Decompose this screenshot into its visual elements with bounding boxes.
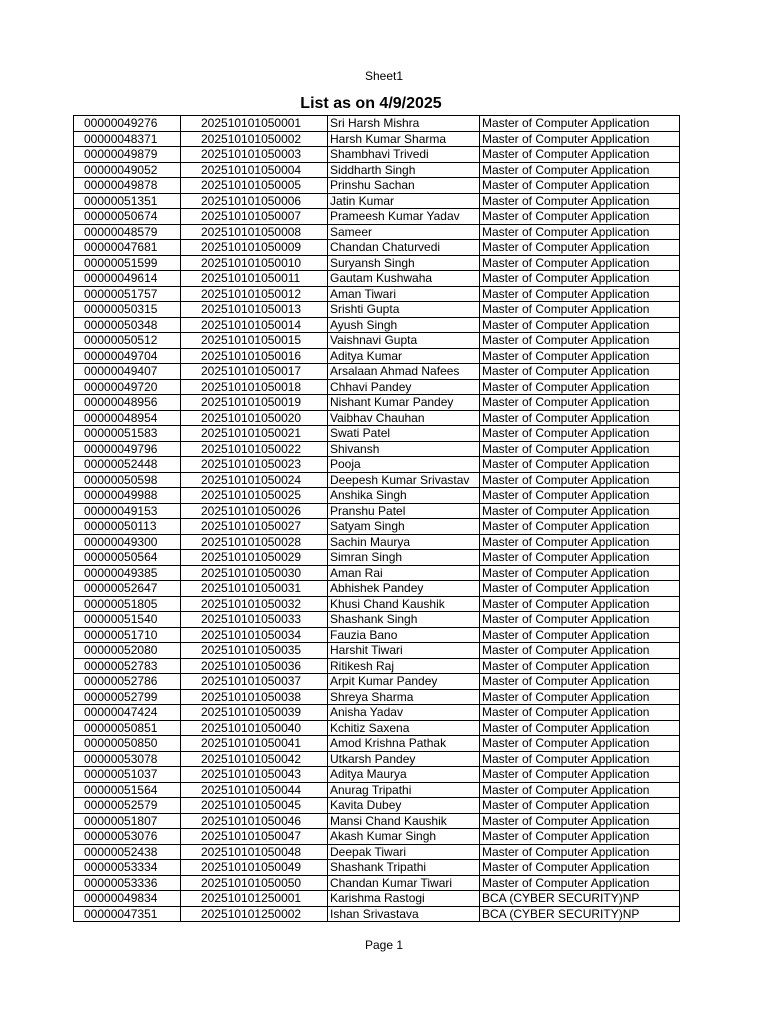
roll-number-cell: 202510101050008 [181, 224, 328, 240]
course-cell: Master of Computer Application [480, 798, 680, 814]
roll-number-cell: 202510101050050 [181, 875, 328, 891]
student-name-cell: Harshit Tiwari [328, 643, 480, 659]
enrollment-cell: 00000047681 [74, 240, 181, 256]
enrollment-cell: 00000051710 [74, 627, 181, 643]
enrollment-cell: 00000049879 [74, 147, 181, 163]
enrollment-cell: 00000050851 [74, 720, 181, 736]
enrollment-cell: 00000048579 [74, 224, 181, 240]
student-name-cell: Aditya Kumar [328, 348, 480, 364]
course-cell: Master of Computer Application [480, 271, 680, 287]
enrollment-cell: 00000051805 [74, 596, 181, 612]
enrollment-cell: 00000050850 [74, 736, 181, 752]
roll-number-cell: 202510101050027 [181, 519, 328, 535]
student-name-cell: Ayush Singh [328, 317, 480, 333]
course-cell: Master of Computer Application [480, 116, 680, 132]
course-cell: Master of Computer Application [480, 240, 680, 256]
enrollment-cell: 00000049300 [74, 534, 181, 550]
roll-number-cell: 202510101050030 [181, 565, 328, 581]
enrollment-cell: 00000049385 [74, 565, 181, 581]
roll-number-cell: 202510101050003 [181, 147, 328, 163]
table-row [74, 209, 680, 225]
course-cell: Master of Computer Application [480, 379, 680, 395]
course-cell: Master of Computer Application [480, 131, 680, 147]
enrollment-cell: 00000053076 [74, 829, 181, 845]
table-row [74, 364, 680, 380]
course-cell: Master of Computer Application [480, 178, 680, 194]
table-row [74, 162, 680, 178]
roll-number-cell: 202510101250001 [181, 891, 328, 907]
roll-number-cell: 202510101050021 [181, 426, 328, 442]
student-name-cell: Vaishnavi Gupta [328, 333, 480, 349]
course-cell: Master of Computer Application [480, 720, 680, 736]
table-row [74, 333, 680, 349]
enrollment-cell: 00000052438 [74, 844, 181, 860]
roll-number-cell: 202510101050048 [181, 844, 328, 860]
enrollment-cell: 00000052448 [74, 457, 181, 473]
enrollment-cell: 00000050348 [74, 317, 181, 333]
enrollment-cell: 00000051540 [74, 612, 181, 628]
enrollment-cell: 00000053078 [74, 751, 181, 767]
roll-number-cell: 202510101050034 [181, 627, 328, 643]
student-name-cell: Anshika Singh [328, 488, 480, 504]
table-row [74, 348, 680, 364]
student-name-cell: Shivansh [328, 441, 480, 457]
roll-number-cell: 202510101250002 [181, 906, 328, 922]
table-row [74, 224, 680, 240]
student-name-cell: Nishant Kumar Pandey [328, 395, 480, 411]
student-name-cell: Aman Rai [328, 565, 480, 581]
student-name-cell: Anurag Tripathi [328, 782, 480, 798]
course-cell: Master of Computer Application [480, 658, 680, 674]
enrollment-cell: 00000053334 [74, 860, 181, 876]
enrollment-cell: 00000049052 [74, 162, 181, 178]
enrollment-cell: 00000052783 [74, 658, 181, 674]
table-row [74, 131, 680, 147]
enrollment-cell: 00000052647 [74, 581, 181, 597]
roll-number-cell: 202510101050032 [181, 596, 328, 612]
enrollment-cell: 00000049614 [74, 271, 181, 287]
enrollment-cell: 00000051599 [74, 255, 181, 271]
roll-number-cell: 202510101050041 [181, 736, 328, 752]
roll-number-cell: 202510101050049 [181, 860, 328, 876]
course-cell: Master of Computer Application [480, 829, 680, 845]
course-cell: Master of Computer Application [480, 162, 680, 178]
enrollment-cell: 00000051807 [74, 813, 181, 829]
student-name-cell: Sameer [328, 224, 480, 240]
student-name-cell: Amod Krishna Pathak [328, 736, 480, 752]
table-row [74, 302, 680, 318]
roll-number-cell: 202510101050037 [181, 674, 328, 690]
course-cell: Master of Computer Application [480, 782, 680, 798]
course-cell: BCA (CYBER SECURITY)NP [480, 891, 680, 907]
roll-number-cell: 202510101050042 [181, 751, 328, 767]
student-name-cell: Kchitiz Saxena [328, 720, 480, 736]
enrollment-cell: 00000049834 [74, 891, 181, 907]
roll-number-cell: 202510101050044 [181, 782, 328, 798]
course-cell: Master of Computer Application [480, 224, 680, 240]
roll-number-cell: 202510101050005 [181, 178, 328, 194]
student-name-cell: Anisha Yadav [328, 705, 480, 721]
roll-number-cell: 202510101050018 [181, 379, 328, 395]
course-cell: Master of Computer Application [480, 488, 680, 504]
roll-number-cell: 202510101050038 [181, 689, 328, 705]
enrollment-cell: 00000049153 [74, 503, 181, 519]
enrollment-cell: 00000049276 [74, 116, 181, 132]
table-row [74, 658, 680, 674]
enrollment-cell: 00000050564 [74, 550, 181, 566]
student-name-cell: Aman Tiwari [328, 286, 480, 302]
roll-number-cell: 202510101050012 [181, 286, 328, 302]
roll-number-cell: 202510101050024 [181, 472, 328, 488]
student-name-cell: Shashank Tripathi [328, 860, 480, 876]
enrollment-cell: 00000050598 [74, 472, 181, 488]
enrollment-cell: 00000051564 [74, 782, 181, 798]
table-row [74, 906, 680, 922]
course-cell: Master of Computer Application [480, 689, 680, 705]
table-row [74, 488, 680, 504]
roll-number-cell: 202510101050017 [181, 364, 328, 380]
course-cell: Master of Computer Application [480, 193, 680, 209]
enrollment-cell: 00000049704 [74, 348, 181, 364]
student-name-cell: Vaibhav Chauhan [328, 410, 480, 426]
student-name-cell: Ishan Srivastava [328, 906, 480, 922]
roll-number-cell: 202510101050025 [181, 488, 328, 504]
student-name-cell: Kavita Dubey [328, 798, 480, 814]
course-cell: Master of Computer Application [480, 364, 680, 380]
student-name-cell: Sri Harsh Mishra [328, 116, 480, 132]
roll-number-cell: 202510101050020 [181, 410, 328, 426]
table-row [74, 751, 680, 767]
table-row [74, 550, 680, 566]
roll-number-cell: 202510101050046 [181, 813, 328, 829]
page-title: List as on 4/9/2025 [300, 95, 442, 112]
student-name-cell: Harsh Kumar Sharma [328, 131, 480, 147]
table-row [74, 255, 680, 271]
enrollment-cell: 00000049878 [74, 178, 181, 194]
course-cell: Master of Computer Application [480, 302, 680, 318]
student-name-cell: Swati Patel [328, 426, 480, 442]
student-name-cell: Srishti Gupta [328, 302, 480, 318]
student-name-cell: Chandan Kumar Tiwari [328, 875, 480, 891]
enrollment-cell: 00000050315 [74, 302, 181, 318]
table-row [74, 689, 680, 705]
course-cell: Master of Computer Application [480, 565, 680, 581]
student-name-cell: Pranshu Patel [328, 503, 480, 519]
course-cell: BCA (CYBER SECURITY)NP [480, 906, 680, 922]
roll-number-cell: 202510101050026 [181, 503, 328, 519]
enrollment-cell: 00000051037 [74, 767, 181, 783]
roll-number-cell: 202510101050045 [181, 798, 328, 814]
enrollment-cell: 00000052799 [74, 689, 181, 705]
roll-number-cell: 202510101050039 [181, 705, 328, 721]
roll-number-cell: 202510101050023 [181, 457, 328, 473]
student-name-cell: Satyam Singh [328, 519, 480, 535]
student-name-cell: Jatin Kumar [328, 193, 480, 209]
course-cell: Master of Computer Application [480, 860, 680, 876]
table-row [74, 178, 680, 194]
enrollment-cell: 00000048954 [74, 410, 181, 426]
table-row [74, 379, 680, 395]
course-cell: Master of Computer Application [480, 457, 680, 473]
roll-number-cell: 202510101050031 [181, 581, 328, 597]
course-cell: Master of Computer Application [480, 503, 680, 519]
course-cell: Master of Computer Application [480, 317, 680, 333]
table-row [74, 736, 680, 752]
table-row [74, 813, 680, 829]
course-cell: Master of Computer Application [480, 705, 680, 721]
table-row [74, 860, 680, 876]
roll-number-cell: 202510101050010 [181, 255, 328, 271]
student-name-cell: Aditya Maurya [328, 767, 480, 783]
roll-number-cell: 202510101050004 [181, 162, 328, 178]
student-name-cell: Shreya Sharma [328, 689, 480, 705]
student-name-cell: Shambhavi Trivedi [328, 147, 480, 163]
student-name-cell: Prinshu Sachan [328, 178, 480, 194]
course-cell: Master of Computer Application [480, 441, 680, 457]
course-cell: Master of Computer Application [480, 550, 680, 566]
table-row [74, 286, 680, 302]
course-cell: Master of Computer Application [480, 472, 680, 488]
enrollment-cell: 00000051757 [74, 286, 181, 302]
table-row [74, 457, 680, 473]
enrollment-cell: 00000050512 [74, 333, 181, 349]
table-row [74, 534, 680, 550]
student-name-cell: Simran Singh [328, 550, 480, 566]
enrollment-cell: 00000051583 [74, 426, 181, 442]
student-list-table [73, 115, 680, 922]
course-cell: Master of Computer Application [480, 534, 680, 550]
student-name-cell: Gautam Kushwaha [328, 271, 480, 287]
roll-number-cell: 202510101050019 [181, 395, 328, 411]
student-name-cell: Siddharth Singh [328, 162, 480, 178]
table-row [74, 720, 680, 736]
course-cell: Master of Computer Application [480, 596, 680, 612]
course-cell: Master of Computer Application [480, 875, 680, 891]
student-name-cell: Arsalaan Ahmad Nafees [328, 364, 480, 380]
table-row [74, 317, 680, 333]
enrollment-cell: 00000050113 [74, 519, 181, 535]
enrollment-cell: 00000048371 [74, 131, 181, 147]
course-cell: Master of Computer Application [480, 395, 680, 411]
student-name-cell: Prameesh Kumar Yadav [328, 209, 480, 225]
roll-number-cell: 202510101050015 [181, 333, 328, 349]
student-name-cell: Utkarsh Pandey [328, 751, 480, 767]
table-row [74, 782, 680, 798]
enrollment-cell: 00000047424 [74, 705, 181, 721]
student-name-cell: Mansi Chand Kaushik [328, 813, 480, 829]
roll-number-cell: 202510101050022 [181, 441, 328, 457]
student-name-cell: Chhavi Pandey [328, 379, 480, 395]
roll-number-cell: 202510101050002 [181, 131, 328, 147]
course-cell: Master of Computer Application [480, 643, 680, 659]
course-cell: Master of Computer Application [480, 348, 680, 364]
roll-number-cell: 202510101050014 [181, 317, 328, 333]
roll-number-cell: 202510101050013 [181, 302, 328, 318]
roll-number-cell: 202510101050036 [181, 658, 328, 674]
enrollment-cell: 00000049720 [74, 379, 181, 395]
course-cell: Master of Computer Application [480, 627, 680, 643]
student-name-cell: Pooja [328, 457, 480, 473]
student-name-cell: Abhishek Pandey [328, 581, 480, 597]
table-row [74, 472, 680, 488]
student-name-cell: Sachin Maurya [328, 534, 480, 550]
student-name-cell: Ritikesh Raj [328, 658, 480, 674]
enrollment-cell: 00000051351 [74, 193, 181, 209]
course-cell: Master of Computer Application [480, 255, 680, 271]
roll-number-cell: 202510101050001 [181, 116, 328, 132]
table-row [74, 503, 680, 519]
student-name-cell: Deepesh Kumar Srivastav [328, 472, 480, 488]
course-cell: Master of Computer Application [480, 767, 680, 783]
enrollment-cell: 00000049988 [74, 488, 181, 504]
student-name-cell: Shashank Singh [328, 612, 480, 628]
table-row [74, 147, 680, 163]
table-row [74, 875, 680, 891]
table-row [74, 193, 680, 209]
course-cell: Master of Computer Application [480, 147, 680, 163]
table-row [74, 612, 680, 628]
table-row [74, 829, 680, 845]
table-row [74, 581, 680, 597]
table-row [74, 271, 680, 287]
roll-number-cell: 202510101050009 [181, 240, 328, 256]
table-row [74, 240, 680, 256]
course-cell: Master of Computer Application [480, 333, 680, 349]
enrollment-cell: 00000052579 [74, 798, 181, 814]
sheet-name: Sheet1 [364, 69, 404, 83]
course-cell: Master of Computer Application [480, 844, 680, 860]
enrollment-cell: 00000052786 [74, 674, 181, 690]
course-cell: Master of Computer Application [480, 209, 680, 225]
course-cell: Master of Computer Application [480, 612, 680, 628]
course-cell: Master of Computer Application [480, 286, 680, 302]
table-row [74, 519, 680, 535]
roll-number-cell: 202510101050047 [181, 829, 328, 845]
course-cell: Master of Computer Application [480, 751, 680, 767]
student-name-cell: Deepak Tiwari [328, 844, 480, 860]
course-cell: Master of Computer Application [480, 813, 680, 829]
table-row [74, 844, 680, 860]
student-name-cell: Fauzia Bano [328, 627, 480, 643]
roll-number-cell: 202510101050035 [181, 643, 328, 659]
table-row [74, 596, 680, 612]
enrollment-cell: 00000049796 [74, 441, 181, 457]
course-cell: Master of Computer Application [480, 426, 680, 442]
student-name-cell: Suryansh Singh [328, 255, 480, 271]
table-row [74, 627, 680, 643]
student-name-cell: Khusi Chand Kaushik [328, 596, 480, 612]
table-row [74, 643, 680, 659]
table-body [74, 116, 680, 922]
enrollment-cell: 00000048956 [74, 395, 181, 411]
table-row [74, 410, 680, 426]
table-row [74, 891, 680, 907]
enrollment-cell: 00000052080 [74, 643, 181, 659]
table-row [74, 798, 680, 814]
table-row [74, 116, 680, 132]
roll-number-cell: 202510101050029 [181, 550, 328, 566]
table-row [74, 426, 680, 442]
table-row [74, 395, 680, 411]
course-cell: Master of Computer Application [480, 736, 680, 752]
roll-number-cell: 202510101050040 [181, 720, 328, 736]
enrollment-cell: 00000050674 [74, 209, 181, 225]
table-row [74, 441, 680, 457]
student-name-cell: Akash Kumar Singh [328, 829, 480, 845]
roll-number-cell: 202510101050007 [181, 209, 328, 225]
course-cell: Master of Computer Application [480, 674, 680, 690]
enrollment-cell: 00000049407 [74, 364, 181, 380]
page-footer: Page 1 [364, 938, 404, 952]
roll-number-cell: 202510101050011 [181, 271, 328, 287]
roll-number-cell: 202510101050033 [181, 612, 328, 628]
table-row [74, 565, 680, 581]
course-cell: Master of Computer Application [480, 410, 680, 426]
enrollment-cell: 00000053336 [74, 875, 181, 891]
student-name-cell: Karishma Rastogi [328, 891, 480, 907]
enrollment-cell: 00000047351 [74, 906, 181, 922]
table-row [74, 705, 680, 721]
course-cell: Master of Computer Application [480, 519, 680, 535]
roll-number-cell: 202510101050028 [181, 534, 328, 550]
roll-number-cell: 202510101050006 [181, 193, 328, 209]
student-name-cell: Chandan Chaturvedi [328, 240, 480, 256]
table-row [74, 767, 680, 783]
student-name-cell: Arpit Kumar Pandey [328, 674, 480, 690]
roll-number-cell: 202510101050016 [181, 348, 328, 364]
roll-number-cell: 202510101050043 [181, 767, 328, 783]
course-cell: Master of Computer Application [480, 581, 680, 597]
table-row [74, 674, 680, 690]
